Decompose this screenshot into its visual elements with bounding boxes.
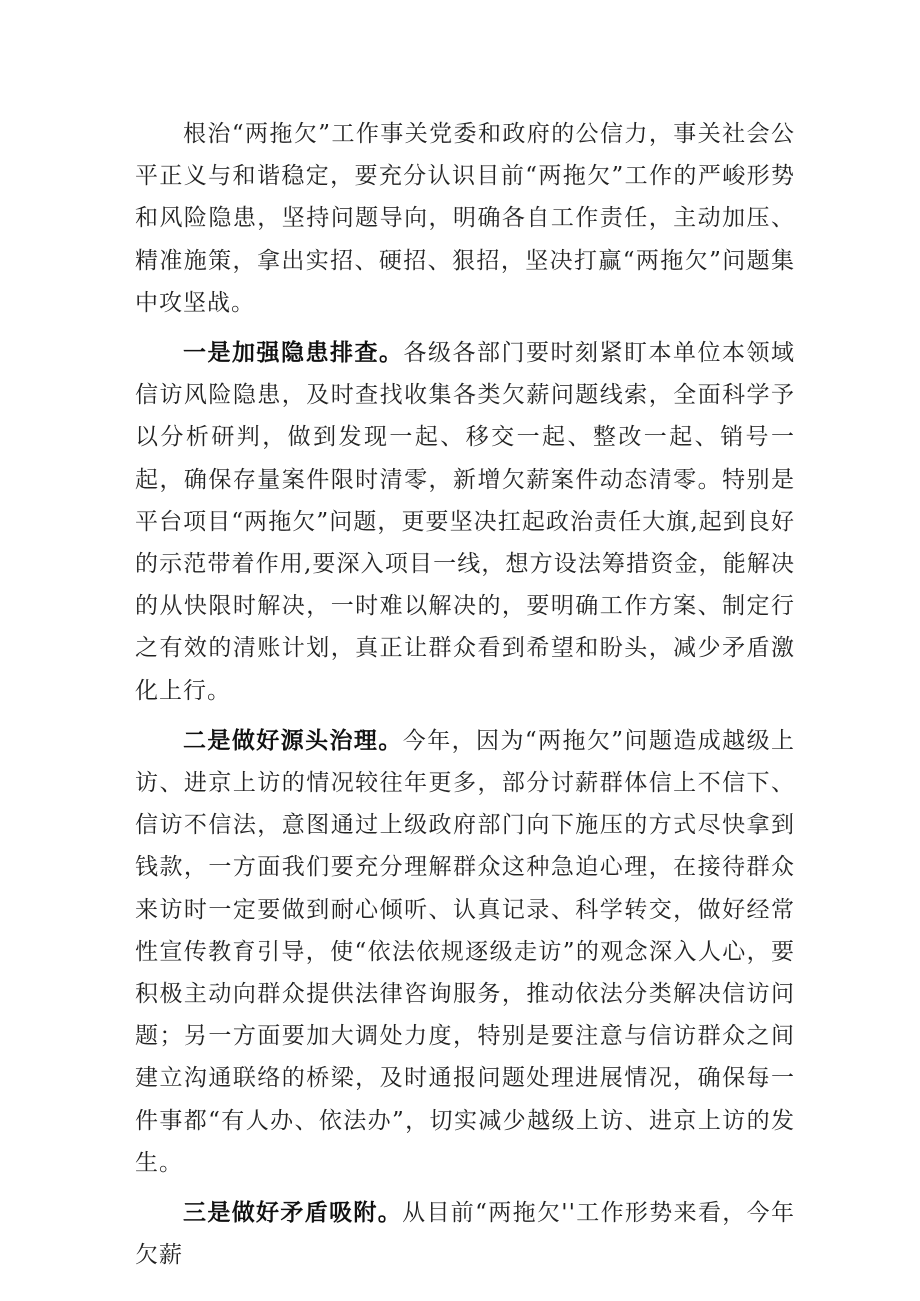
paragraph-lead: 三是做好矛盾吸附。 xyxy=(183,1200,403,1227)
paragraph-hazard-check xyxy=(135,332,795,712)
paragraph-text: 根治“两拖欠”工作事关党委和政府的公信力，事关社会公平正义与和谐稳定，要充分认识目前“两拖欠”工作的严峻形势和风险隐患，坚持问题导向，明确各自工作责任，主动加压、精准施策，拿出实招、硬招、狠招，坚决打赢“两拖欠”问题集中攻坚战。 xyxy=(135,121,795,316)
paragraph-source-governance xyxy=(135,720,795,1184)
document-body xyxy=(135,113,795,1284)
paragraph-conflict-absorption xyxy=(135,1192,795,1276)
paragraph-text: 今年，因为“两拖欠”问题造成越级上访、进京上访的情况较往年更多，部分讨薪群体信上不信下、信访不信法，意图通过上级政府部门向下施压的方式尽快拿到钱款，一方面我们要充分理解群众这种急迫心理，在接待群众来访时一定要做到耐心倾听、认真记录、科学转交，做好经常性宣传教育引导，使“依法依规逐级走访”的观念深入人心，要积极主动向群众提供法律咨询服务，推动依法分类解决信访问题；另一方面要加大调处力度，特别是要注意与信访群众之间建立沟通联络的桥梁，及时通报问题处理进展情况，确保每一件事都“有人办、依法办”，切实减少越级上访、进京上访的发生。 xyxy=(135,727,795,1176)
paragraph-intro xyxy=(135,113,795,324)
paragraph-lead: 一是加强隐患排查。 xyxy=(183,340,404,367)
paragraph-text: 各级各部门要时刻紧盯本单位本领域信访风险隐患，及时查找收集各类欠薪问题线索，全面科学予以分析研判，做到发现一起、移交一起、整改一起、销号一起，确保存量案件限时清零，新增欠薪案件动态清零。特别是平台项目“两拖欠”问题，更要坚决扛起政治责任大旗,起到良好的示范带着作用,要深入项目一线，想方设法筹措资金，能解决的从快限时解决，一时难以解决的，要明确工作方案、制定行之有效的清账计划，真正让群众看到希望和盼头，减少矛盾激化上行。 xyxy=(135,340,795,704)
paragraph-lead: 二是做好源头治理。 xyxy=(183,727,403,754)
paragraph-text: 从目前“两拖欠''工作形势来看，今年欠薪 xyxy=(135,1200,795,1269)
